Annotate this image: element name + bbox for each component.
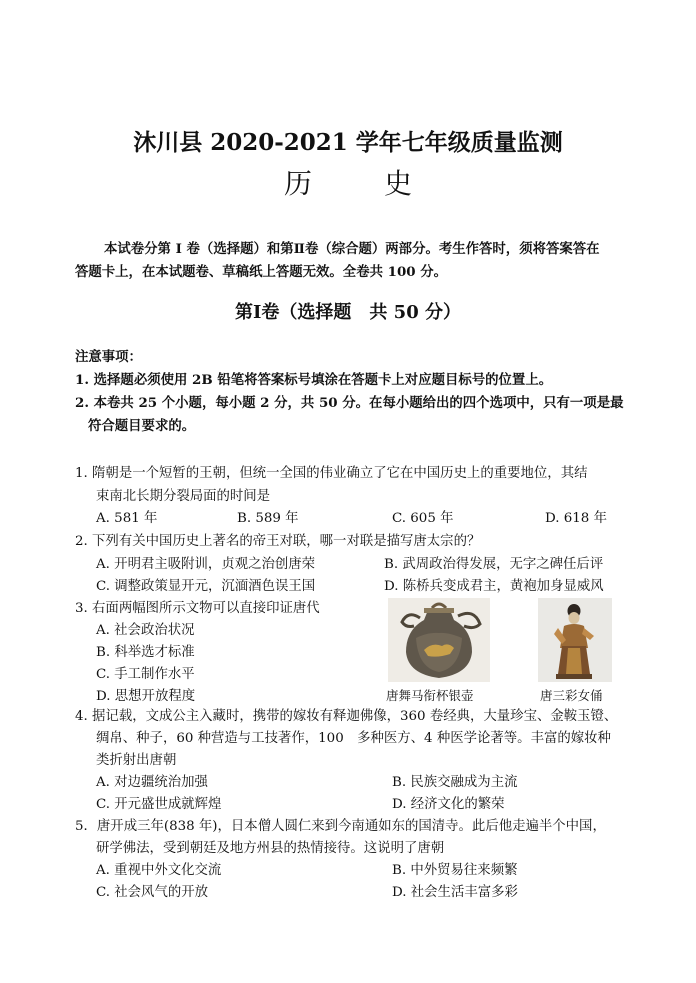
q4-option-c: C. 开元盛世成就辉煌 bbox=[96, 797, 222, 812]
q5-option-b: B. 中外贸易往来频繁 bbox=[392, 863, 518, 878]
subject-char-2: 史 bbox=[384, 167, 413, 200]
q4-line-3: 类折射出唐朝 bbox=[96, 753, 177, 768]
note-2-line-2: 符合题目要求的。 bbox=[88, 418, 196, 434]
q3-option-b: B. 科举选才标准 bbox=[96, 645, 195, 660]
q2-option-c: C. 调整政策显开元，沉湎酒色误王国 bbox=[96, 579, 316, 594]
q2-option-d: D. 陈桥兵变成君主，黄袍加身显威风 bbox=[384, 579, 604, 594]
caption-figurine: 唐三彩女俑 bbox=[540, 688, 603, 703]
q5-option-c: C. 社会风气的开放 bbox=[96, 885, 209, 900]
caption-silver-pot: 唐舞马衔杯银壶 bbox=[386, 688, 474, 703]
q1-option-d: D. 618 年 bbox=[545, 511, 607, 526]
q1-option-a: A. 581 年 bbox=[96, 511, 158, 526]
q3-option-c: C. 手工制作水平 bbox=[96, 667, 195, 682]
page-title: 沐川县 2020-2021 学年七年级质量监测 bbox=[133, 129, 563, 156]
note-2-line-1: 2. 本卷共 25 个小题，每小题 2 分，共 50 分。在每小题给出的四个选项中，只有一项是最 bbox=[75, 395, 624, 411]
q3-line-1: 3. 右面两幅图所示文物可以直接印证唐代 bbox=[75, 601, 320, 616]
q4-option-a: A. 对边疆统治加强 bbox=[96, 775, 208, 790]
silver-pot-image bbox=[388, 598, 490, 682]
q5-line-2: 研学佛法，受到朝廷及地方州县的热情接待。这说明了唐朝 bbox=[96, 841, 445, 856]
tricolor-figurine-image bbox=[538, 598, 612, 682]
q4-option-b: B. 民族交融成为主流 bbox=[392, 775, 518, 790]
subject-title bbox=[0, 162, 696, 202]
q2-line-1: 2. 下列有关中国历史上著名的帝王对联，哪一对联是描写唐太宗的？ bbox=[75, 534, 481, 549]
q4-line-2: 绸帛、种子，60 种营造与工技著作，100 多种医方、4 种医学论著等。丰富的嫁妆种 bbox=[96, 731, 611, 746]
intro-line-1: 本试卷分第 I 卷（选择题）和第Ⅱ卷（综合题）两部分。考生作答时，须将答案答在 bbox=[104, 241, 600, 257]
q2-option-a: A. 开明君主吸附训，贞观之治创唐荣 bbox=[96, 557, 316, 572]
q5-option-d: D. 社会生活丰富多彩 bbox=[392, 885, 518, 900]
q1-option-c: C. 605 年 bbox=[392, 511, 454, 526]
q3-option-d: D. 思想开放程度 bbox=[96, 689, 196, 704]
q5-line-1: 5．唐开成三年(838 年)，日本僧人圆仁来到今南通如东的国清寺。此后他走遍半个中国， bbox=[75, 819, 606, 834]
notes-label: 注意事项： bbox=[75, 349, 142, 365]
q1-line-1: 1. 隋朝是一个短暂的王朝，但统一全国的伟业确立了它在中国历史上的重要地位，其结 bbox=[75, 466, 588, 481]
q3-option-a: A. 社会政治状况 bbox=[96, 623, 195, 638]
q1-line-2: 束南北长期分裂局面的时间是 bbox=[96, 489, 271, 504]
q5-option-a: A. 重视中外文化交流 bbox=[96, 863, 222, 878]
q4-option-d: D. 经济文化的繁荣 bbox=[392, 797, 505, 812]
intro-line-2: 答题卡上，在本试题卷、草稿纸上答题无效。全卷共 100 分。 bbox=[75, 264, 448, 280]
q2-option-b: B. 武周政治得发展，无字之碑任后评 bbox=[384, 557, 604, 572]
q4-line-1: 4. 据记载，文成公主入藏时，携带的嫁妆有释迦佛像，360 卷经典，大量珍宝、金鞍玉镫、 bbox=[75, 709, 618, 724]
q1-option-b: B. 589 年 bbox=[237, 511, 299, 526]
subject-char-1: 历 bbox=[283, 167, 312, 200]
note-1: 1. 选择题必须使用 2B 铅笔将答案标号填涂在答题卡上对应题目标号的位置上。 bbox=[75, 372, 553, 388]
section-title: 第Ⅰ卷（选择题 共 50 分） bbox=[234, 302, 461, 323]
